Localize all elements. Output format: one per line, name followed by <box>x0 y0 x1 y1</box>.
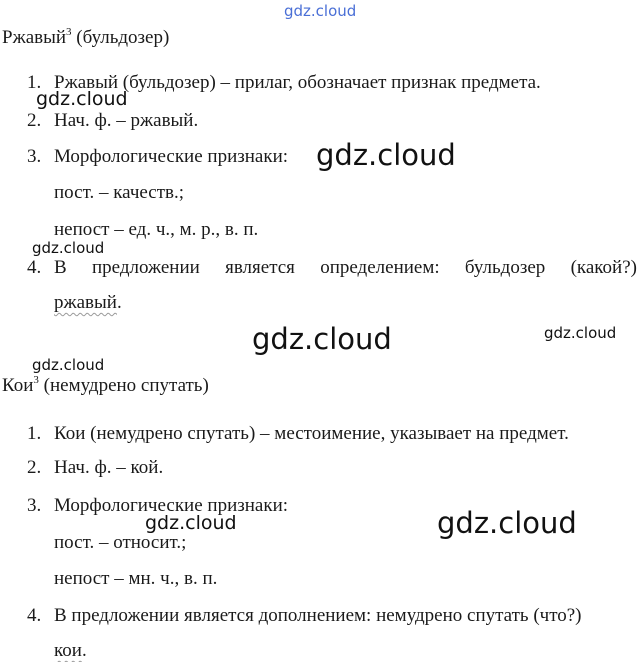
entry-1-item-2-number: 2. <box>27 110 42 131</box>
entry-2-item-1-text: Кои (немудрено спутать) – местоимение, указывает на предмет. <box>54 423 569 444</box>
entry-2-word: Кои <box>2 375 34 396</box>
watermark: gdz.cloud <box>32 239 105 257</box>
watermark: gdz.cloud <box>145 512 237 534</box>
entry-2-item-2-number: 2. <box>27 457 42 478</box>
entry-2-item-1-number: 1. <box>27 423 42 444</box>
entry-1-item-4-word-3: является <box>225 257 295 278</box>
entry-2-item-4-period: . <box>81 640 87 661</box>
entry-1-item-4-word-6: (какой?) <box>570 257 637 278</box>
entry-2-item-3-number: 3. <box>27 495 42 516</box>
entry-2-item-4-continuation <box>54 640 87 662</box>
entry-1-item-4-word-1: В <box>54 257 67 278</box>
entry-2-item-4-text: В предложении является дополнением: немудрено спутать (что?) <box>54 605 582 626</box>
entry-1-item-4-word-4: определением: <box>320 257 440 278</box>
entry-1-item-3-text: Морфологические признаки: <box>54 146 289 167</box>
entry-2-context: (немудрено спутать) <box>43 375 209 396</box>
watermark: gdz.cloud <box>36 88 128 110</box>
entry-1-item-1-text: Ржавый (бульдозер) – прилаг, обозначает признак предмета. <box>54 72 541 93</box>
watermark-top: gdz.cloud <box>284 2 357 20</box>
watermark: gdz.cloud <box>316 138 456 172</box>
entry-1-constant-features: пост. – качеств.; <box>54 182 185 203</box>
entry-1-heading <box>2 27 169 49</box>
entry-1-item-4-continuation <box>54 292 122 314</box>
entry-2-superscript: 3 <box>33 374 39 386</box>
entry-1-item-4-text <box>54 257 637 279</box>
entry-2-variable-features: непост – мн. ч., в. п. <box>54 568 218 589</box>
entry-1-context: (бульдозер) <box>76 27 170 48</box>
entry-1-item-3-number: 3. <box>27 146 42 167</box>
watermark: gdz.cloud <box>252 322 392 356</box>
entry-1-item-4-number: 4. <box>27 257 42 278</box>
entry-1-item-4-word-2: предложении <box>91 257 200 278</box>
entry-2-constant-features: пост. – относит.; <box>54 532 187 553</box>
entry-1-item-4-period: . <box>116 292 122 313</box>
entry-2-item-4-underlined-word: кои <box>54 640 82 661</box>
entry-2-item-3-text: Морфологические признаки: <box>54 495 289 516</box>
entry-1-item-4-underlined-word: ржавый <box>54 292 117 313</box>
entry-1-item-2-text: Нач. ф. – ржавый. <box>54 110 199 131</box>
watermark: gdz.cloud <box>437 506 577 540</box>
entry-1-superscript: 3 <box>66 26 72 38</box>
entry-1-word: Ржавый <box>2 27 67 48</box>
watermark: gdz.cloud <box>544 324 617 342</box>
entry-1-item-4-word-5: бульдозер <box>464 257 546 278</box>
entry-1-item-1-number: 1. <box>27 72 42 93</box>
entry-2-item-2-text: Нач. ф. – кой. <box>54 457 164 478</box>
watermark: gdz.cloud <box>32 356 105 374</box>
entry-1-variable-features: непост – ед. ч., м. р., в. п. <box>54 219 259 240</box>
entry-2-item-4-number: 4. <box>27 605 42 626</box>
entry-2-heading <box>2 375 209 397</box>
